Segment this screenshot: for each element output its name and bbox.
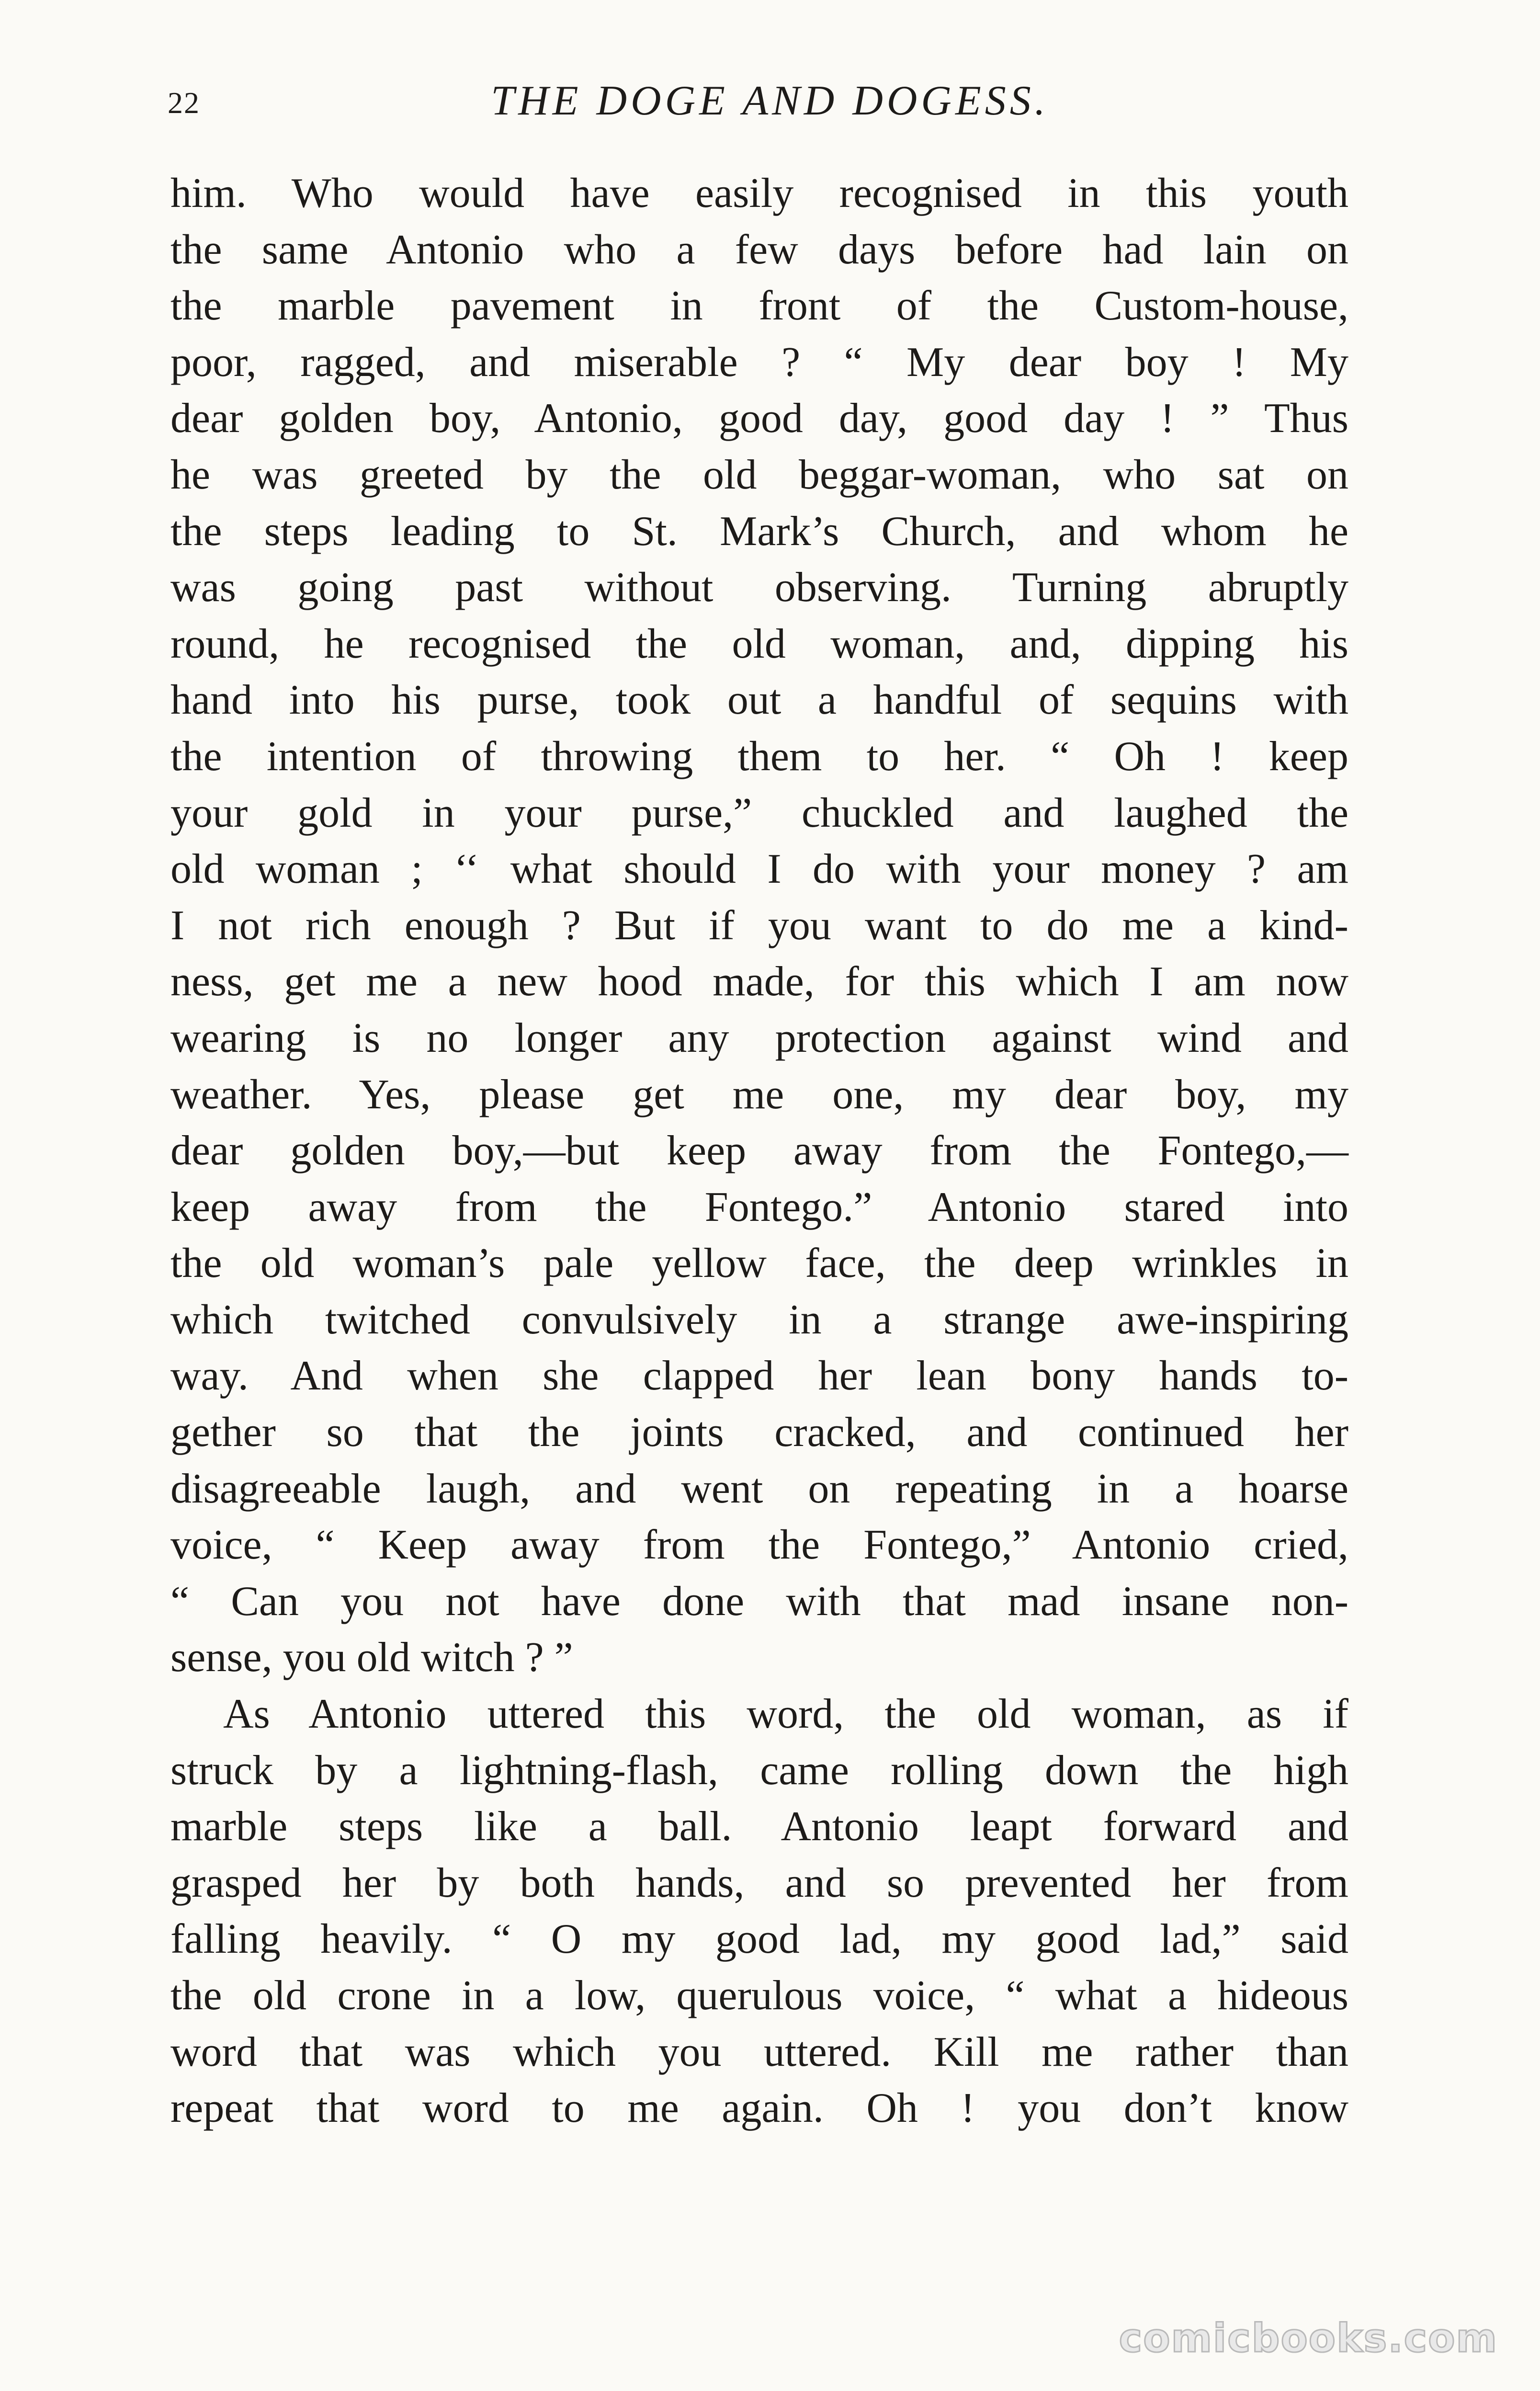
text-line: dear golden boy, Antonio, good day, good day ! ” Thus xyxy=(170,395,1348,442)
text-line: falling heavily. “ O my good lad, my good lad,” said xyxy=(170,1916,1348,1963)
text-line: marble steps like a ball. Antonio leapt forward and xyxy=(170,1803,1348,1850)
text-line: struck by a lightning-flash, came rolling down the high xyxy=(170,1747,1348,1794)
text-line: the old woman’s pale yellow face, the deep wrinkles in xyxy=(170,1240,1348,1287)
text-line: your gold in your purse,” chuckled and laughed the xyxy=(170,789,1348,836)
running-title: THE DOGE AND DOGESS. xyxy=(491,78,1049,124)
text-line: gether so that the joints cracked, and continued her xyxy=(170,1409,1348,1456)
paragraph-last-line: sense, you old witch ? ” xyxy=(170,1634,573,1681)
text-line: the old crone in a low, querulous voice, “ what a hideous xyxy=(170,1972,1348,2019)
text-line: which twitched convulsively in a strange awe-inspiring xyxy=(170,1296,1348,1343)
text-line: old woman ; ‘‘ what should I do with your money ? am xyxy=(170,846,1348,893)
text-line: the marble pavement in front of the Custom-house, xyxy=(170,283,1348,330)
paragraph-first-line: As Antonio uttered this word, the old woman, as if xyxy=(223,1691,1348,1738)
text-line: hand into his purse, took out a handful of sequins with xyxy=(170,677,1348,724)
text-line: keep away from the Fontego.” Antonio stared into xyxy=(170,1184,1348,1230)
body-text xyxy=(170,165,1348,2137)
text-line: voice, “ Keep away from the Fontego,” Antonio cried, xyxy=(170,1522,1348,1569)
text-line: the steps leading to St. Mark’s Church, and whom he xyxy=(170,508,1348,555)
watermark: comicbooks.com xyxy=(1119,2316,1498,2361)
text-line: I not rich enough ? But if you want to do me a kind- xyxy=(170,902,1348,949)
text-line: he was greeted by the old beggar-woman, who sat on xyxy=(170,451,1348,498)
text-line: weather. Yes, please get me one, my dear boy, my xyxy=(170,1071,1348,1118)
text-line: poor, ragged, and miserable ? “ My dear boy ! My xyxy=(170,339,1348,386)
text-line: grasped her by both hands, and so prevented her from xyxy=(170,1859,1348,1906)
text-line: disagreeable laugh, and went on repeating in a hoarse xyxy=(170,1465,1348,1512)
text-line: ness, get me a new hood made, for this which I am now xyxy=(170,958,1348,1005)
text-line: dear golden boy,—but keep away from the Fontego,— xyxy=(170,1127,1348,1174)
page-number: 22 xyxy=(168,86,200,120)
text-line: wearing is no longer any protection against wind and xyxy=(170,1014,1348,1061)
text-line: the intention of throwing them to her. “ Oh ! keep xyxy=(170,733,1348,780)
text-line: was going past without observing. Turning abruptly xyxy=(170,564,1348,611)
text-line: him. Who would have easily recognised in this youth xyxy=(170,170,1348,216)
text-line: way. And when she clapped her lean bony hands to- xyxy=(170,1353,1348,1400)
text-line: word that was which you uttered. Kill me rather than xyxy=(170,2028,1348,2075)
text-line: round, he recognised the old woman, and, dipping his xyxy=(170,620,1348,667)
text-line: repeat that word to me again. Oh ! you don’t know xyxy=(170,2085,1348,2132)
text-line: “ Can you not have done with that mad insane non- xyxy=(170,1578,1348,1625)
text-line: the same Antonio who a few days before had lain on xyxy=(170,226,1348,273)
